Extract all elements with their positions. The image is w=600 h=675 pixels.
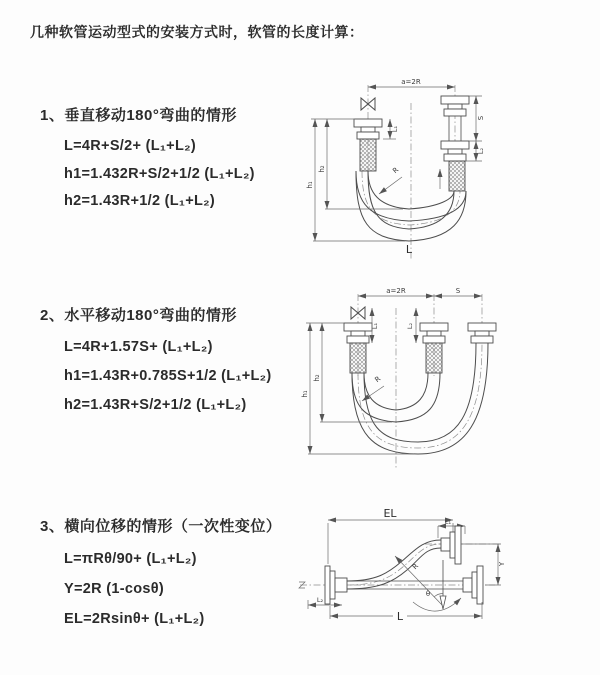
middle-hose-fitting	[420, 323, 448, 373]
formula-line: L=πRθ/90+ (L₁+L₂)	[64, 551, 197, 567]
formula-line: h2=1.43R+S/2+1/2 (L₁+L₂)	[64, 397, 247, 413]
radius-label: R	[391, 165, 401, 176]
diagram-2-svg	[300, 284, 595, 479]
diagram-1-svg	[305, 73, 595, 268]
dim-label-y: Y	[498, 561, 506, 567]
dim-label-s: S	[477, 115, 485, 121]
formula-line: h1=1.43R+0.785S+1/2 (L₁+L₂)	[64, 368, 272, 384]
dim-label-l2: L₂	[316, 596, 324, 604]
dim-label-l1: L₁	[444, 518, 452, 526]
extension-line	[328, 523, 453, 564]
length-label: L	[405, 243, 413, 256]
extension-line	[330, 602, 482, 619]
hose-centerline	[358, 343, 482, 448]
formula-line: L=4R+1.57S+ (L₁+L₂)	[64, 339, 213, 355]
diagram-horizontal-180-bend	[300, 284, 595, 484]
section-2-heading: 2、水平移动180°弯曲的情形	[40, 307, 237, 324]
dim-label-el: EL	[383, 507, 397, 520]
dim-label-h2: h₂	[318, 165, 326, 173]
length-label: L	[396, 610, 404, 623]
diagram-vertical-180-bend	[305, 73, 595, 273]
left-hose-fitting	[354, 119, 382, 171]
upper-flange	[441, 526, 461, 564]
left-flange	[325, 566, 347, 604]
section-1-formulas	[64, 133, 320, 216]
section-3-heading: 3、横向位移的情形（一次性变位）	[40, 518, 282, 535]
dim-label-a2r: a=2R	[401, 78, 421, 86]
section-2-formulas	[64, 333, 320, 420]
left-hose-fitting	[344, 323, 372, 373]
dim-label-l2: L₂	[477, 147, 485, 155]
radius-label: R	[410, 562, 421, 572]
right-hose-fitting-moved	[468, 323, 496, 343]
dim-label-h1: h₁	[306, 181, 314, 189]
section-1-heading: 1、垂直移动180°弯曲的情形	[40, 107, 237, 124]
section-lateral-displacement	[40, 517, 320, 634]
right-flange	[463, 566, 483, 604]
diagram-3-svg	[295, 498, 595, 648]
formula-line: Y=2R (1-cosθ)	[64, 581, 164, 597]
dim-label-h1: h₁	[301, 390, 309, 398]
dim-label-h2: h₂	[313, 374, 321, 382]
section-horizontal-movement	[40, 306, 320, 420]
hose-u-curves	[352, 343, 488, 454]
dim-label-l2: L₂	[406, 322, 414, 330]
dim-label-a2r: a=2R	[386, 287, 406, 295]
diagram-lateral-displacement	[295, 498, 595, 653]
radius-label: R	[373, 374, 383, 385]
formula-line: L=4R+S/2+ (L₁+L₂)	[64, 138, 196, 154]
dim-label-s: S	[455, 287, 461, 295]
right-hose-fitting-lower	[441, 141, 469, 191]
radius-leader-line	[379, 177, 402, 194]
dim-label-l1: L₁	[371, 322, 379, 330]
angle-vertex-arrow-icon	[440, 596, 446, 609]
formula-line: EL=2Rsinθ+ (L₁+L₂)	[64, 611, 205, 627]
dim-label-l1: L₁	[391, 125, 399, 133]
angle-label: θ	[425, 590, 431, 598]
section-vertical-movement	[40, 106, 320, 216]
section-3-formulas	[64, 544, 320, 634]
formula-line: h1=1.432R+S/2+1/2 (L₁+L₂)	[64, 165, 255, 182]
formula-line: h2=1.43R+1/2 (L₁+L₂)	[64, 193, 216, 209]
page-title: 几种软管运动型式的安装方式时，软管的长度计算：	[30, 24, 364, 40]
